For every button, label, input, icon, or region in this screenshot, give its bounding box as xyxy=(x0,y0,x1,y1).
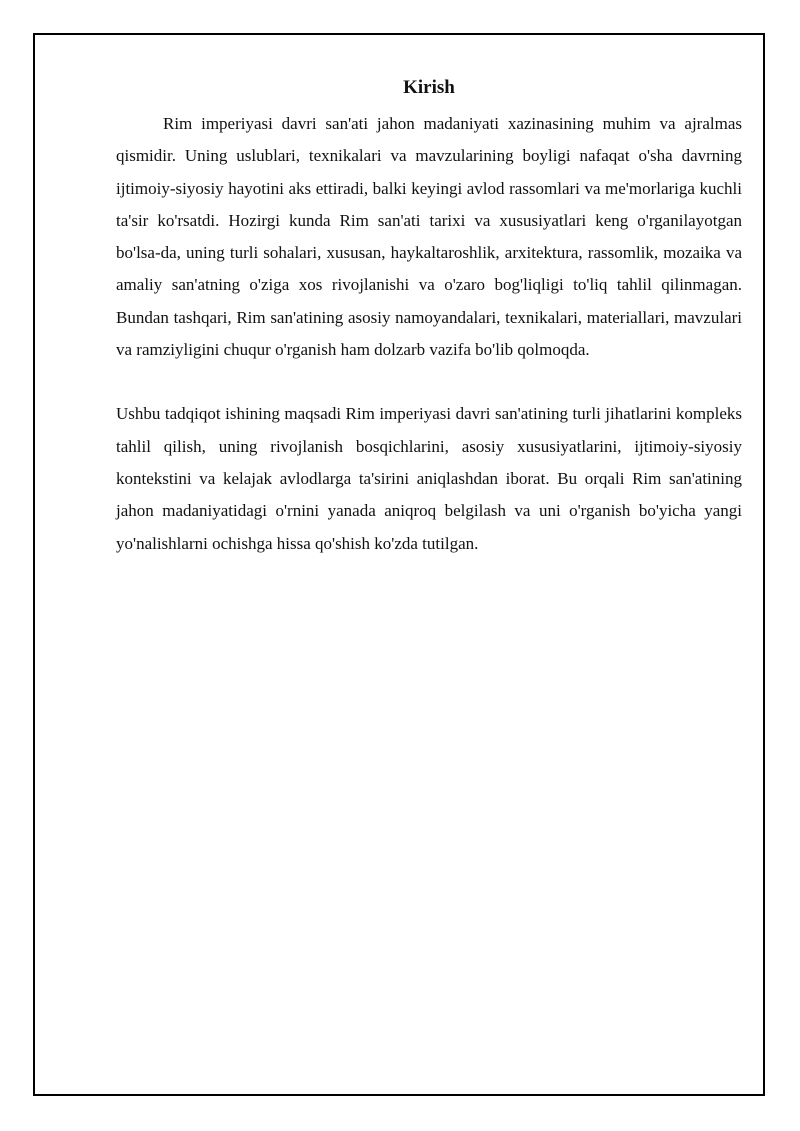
document-body xyxy=(116,76,742,560)
paragraph-purpose: Ushbu tadqiqot ishining maqsadi Rim imperiyasi davri san'atining turli jihatlarini kompleks tahlil qilish, uning rivojlanish bosqichlarini, asosiy xususiyatlarini, ijtimoiy-siyosiy kontekstini va kelajak avlodlarga ta'sirini aniqlashdan iborat. Bu orqali Rim san'atining jahon madaniyatidagi o'rnini yanada aniqroq belgilash va uni o'rganish bo'yicha yangi yo'nalishlarni ochishga hissa qo'shish ko'zda tutilgan. xyxy=(116,404,742,553)
paragraph-intro: Rim imperiyasi davri san'ati jahon madaniyati xazinasining muhim va ajralmas qismidir. Uning uslublari, texnikalari va mavzularining boyligi nafaqat o'sha davrning ijtimoiy-siyosiy hayotini aks ettiradi, balki keyingi avlod rassomlari va me'morlariga kuchli ta'sir ko'rsatdi. Hozirgi kunda Rim san'ati tarixi va xususiyatlari keng o'rganilayotgan bo'lsa-da, uning turli sohalari, xususan, haykaltaroshlik, arxitektura, rassomlik, mozaika va amaliy san'atning o'ziga xos rivojlanishi va o'zaro bog'liqligi to'liq tahlil qilinmagan. Bundan tashqari, Rim san'atining asosiy namoyandalari, texnikalari, materiallari, mavzulari va ramziyligini chuqur o'rganish ham dolzarb vazifa bo'lib qolmoqda. xyxy=(116,114,742,360)
paragraph-spacer xyxy=(116,366,742,398)
page-title: Kirish xyxy=(403,77,455,98)
